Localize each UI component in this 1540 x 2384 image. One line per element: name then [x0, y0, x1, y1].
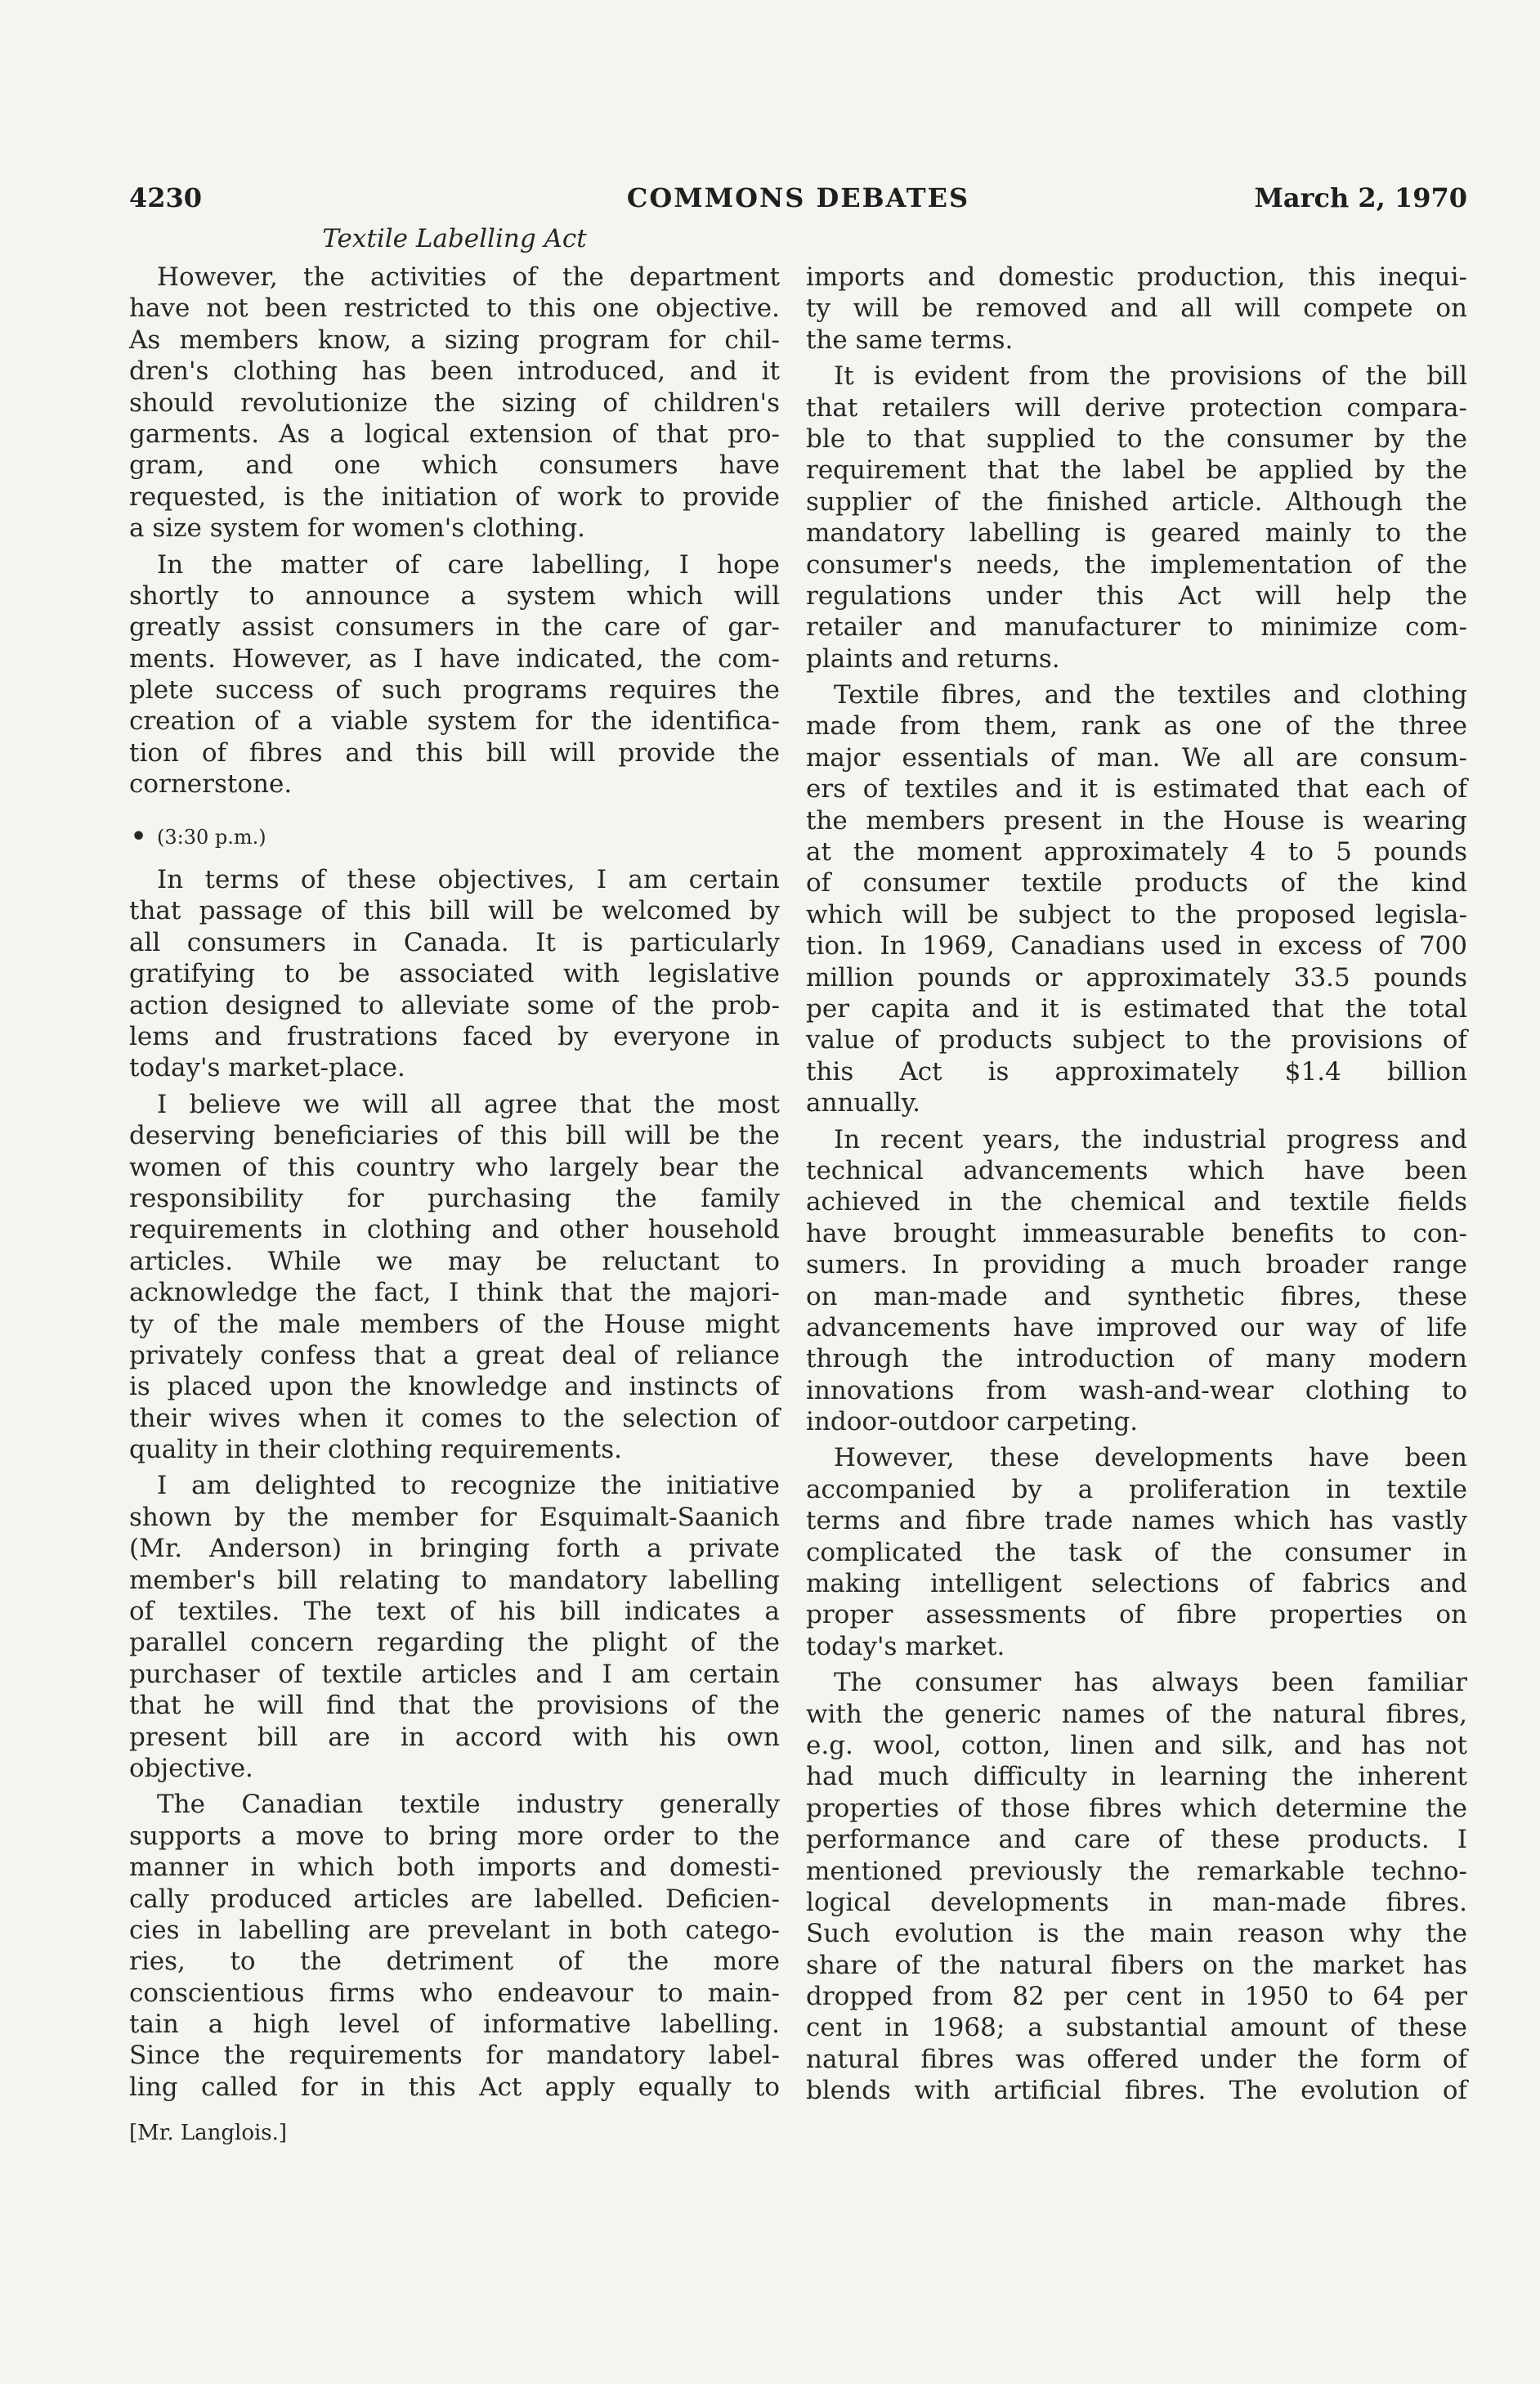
text-line: objective. — [129, 1753, 253, 1783]
text-line: value of products subject to the provisions of — [806, 1025, 1467, 1055]
text-line: privately confess that a great deal of reliance — [129, 1340, 780, 1370]
text-line: mentioned previously the remarkable techno- — [806, 1856, 1467, 1886]
session-date: March 2, 1970 — [1254, 182, 1467, 213]
text-line: million pounds or approximately 33.5 pounds — [806, 962, 1467, 993]
paragraph — [806, 1124, 1467, 1438]
text-line: this Act is approximately $1.4 billion — [806, 1056, 1467, 1087]
text-line: shown by the member for Esquimalt-Saanich — [129, 1502, 780, 1532]
text-line: with the generic names of the natural fibres, — [806, 1699, 1467, 1729]
text-line: that he will find that the provisions of the — [129, 1691, 780, 1721]
text-line: advancements have improved our way of life — [806, 1312, 1467, 1342]
text-line: of textiles. The text of his bill indicates a — [129, 1597, 780, 1627]
paragraph — [129, 549, 780, 800]
text-line: should revolutionize the sizing of children's — [129, 388, 780, 418]
text-line: per capita and it is estimated that the total — [806, 993, 1467, 1024]
text-line: through the introduction of many modern — [806, 1344, 1467, 1374]
text-line: retailer and manufacturer to minimize com- — [806, 612, 1467, 643]
text-line: cent in 1968; a substantial amount of these — [806, 2013, 1467, 2043]
text-line: performance and care of these products. I — [806, 1825, 1467, 1855]
text-line: member's bill relating to mandatory labelling — [129, 1565, 780, 1595]
text-line: cally produced articles are labelled. Deficien- — [129, 1884, 780, 1914]
text-line: dren's clothing has been introduced, and it — [129, 356, 780, 387]
text-line: on man-made and synthetic fibres, these — [806, 1281, 1467, 1311]
text-line: ries, to the detriment of the more — [129, 1947, 780, 1977]
time-marker — [129, 822, 780, 853]
text-line: proper assessments of fibre properties on — [806, 1600, 1467, 1630]
text-line: natural fibres was offered under the form of — [806, 2044, 1467, 2074]
text-line: is placed upon the knowledge and instincts of — [129, 1372, 780, 1402]
text-line: technical advancements which have been — [806, 1155, 1467, 1185]
paragraph — [806, 262, 1467, 356]
text-line: dropped from 82 per cent in 1950 to 64 per — [806, 1982, 1467, 2012]
text-line: supplier of the finished article. Although the — [806, 486, 1467, 517]
text-line: greatly assist consumers in the care of gar- — [129, 612, 780, 643]
paragraph — [129, 1789, 780, 2103]
text-line: making intelligent selections of fabrics and — [806, 1569, 1467, 1599]
paragraph — [129, 262, 780, 544]
page-number: 4230 — [129, 182, 203, 213]
text-line: quality in their clothing requirements. — [129, 1435, 622, 1465]
text-line: articles. While we may be reluctant to — [129, 1246, 780, 1276]
text-line: share of the natural fibers on the market has — [806, 1950, 1467, 1980]
text-line: responsibility for purchasing the family — [129, 1183, 780, 1213]
text-line: I believe we will all agree that the most — [157, 1089, 780, 1119]
section-subheading: Textile Labelling Act — [322, 224, 587, 253]
text-line: their wives when it comes to the selection of — [129, 1403, 780, 1433]
text-line: consumer's needs, the implementation of the — [806, 549, 1467, 580]
text-line: made from them, rank as one of the three — [806, 711, 1467, 742]
text-line: today's market-place. — [129, 1053, 405, 1083]
text-line: annually. — [806, 1088, 920, 1118]
text-line: cies in labelling are prevelant in both catego- — [129, 1915, 780, 1945]
text-line: The consumer has always been familiar — [834, 1668, 1467, 1698]
text-line: accompanied by a proliferation in textile — [806, 1474, 1467, 1504]
text-line: have not been restricted to this one objective. — [129, 294, 780, 324]
text-line: ers of textiles and it is estimated that each of — [806, 774, 1467, 804]
text-line: properties of those fibres which determine the — [806, 1793, 1467, 1823]
text-line: creation of a viable system for the identifica- — [129, 706, 780, 737]
text-line: conscientious firms who endeavour to main- — [129, 1978, 780, 2008]
text-line: lems and frustrations faced by everyone in — [129, 1021, 780, 1051]
text-line: I am delighted to recognize the initiative — [157, 1471, 780, 1501]
text-line: tain a high level of informative labelling. — [129, 2010, 780, 2040]
text-line: all consumers in Canada. It is particularly — [129, 927, 780, 957]
text-line: tion of fibres and this bill will provide the — [129, 737, 780, 768]
paragraph — [806, 1667, 1467, 2106]
text-line: requested, is the initiation of work to provide — [129, 482, 780, 512]
text-line: plaints and returns. — [806, 643, 1060, 674]
text-line: logical developments in man-made fibres. — [806, 1887, 1467, 1917]
text-line: ments. However, as I have indicated, the com- — [129, 643, 780, 674]
text-line: gram, and one which consumers have — [129, 450, 780, 481]
text-line: at the moment approximately 4 to 5 pounds — [806, 837, 1467, 867]
text-line: plete success of such programs requires the — [129, 675, 780, 706]
text-line: garments. As a logical extension of that pro- — [129, 419, 780, 449]
text-line: (Mr. Anderson) in bringing forth a private — [129, 1534, 780, 1564]
text-line: women of this country who largely bear the — [129, 1152, 780, 1182]
text-line: e.g. wool, cotton, linen and silk, and has not — [806, 1730, 1467, 1760]
text-line: sumers. In providing a much broader range — [806, 1250, 1467, 1280]
text-line: manner in which both imports and domesti- — [129, 1853, 780, 1883]
text-line: However, these developments have been — [834, 1443, 1467, 1473]
text-line: It is evident from the provisions of the bill — [834, 361, 1467, 392]
text-line: today's market. — [806, 1631, 1005, 1661]
text-line: shortly to announce a system which will — [129, 580, 780, 611]
time-marker-text: (3:30 p.m.) — [157, 825, 266, 849]
text-line: ty of the male members of the House might — [129, 1309, 780, 1339]
text-line: blends with artificial fibres. The evolution of — [806, 2076, 1467, 2106]
left-column — [129, 262, 780, 2103]
text-line: deserving beneficiaries of this bill will be the — [129, 1121, 780, 1151]
page-header — [129, 181, 1467, 214]
text-line: which will be subject to the proposed legisla- — [806, 899, 1467, 930]
text-line: In terms of these objectives, I am certain — [157, 865, 780, 895]
text-line: The Canadian textile industry generally — [157, 1790, 780, 1820]
text-line: requirement that the label be applied by the — [806, 455, 1467, 486]
text-line: As members know, a sizing program for chil- — [129, 325, 780, 355]
text-line: However, the activities of the department — [157, 262, 780, 292]
text-line: terms and fibre trade names which has vastly — [806, 1506, 1467, 1536]
text-line: Textile fibres, and the textiles and clothing — [834, 680, 1467, 710]
paragraph — [129, 1089, 780, 1466]
text-line: supports a move to bring more order to the — [129, 1821, 780, 1851]
text-line: action designed to alleviate some of the prob- — [129, 990, 780, 1020]
text-line: the same terms. — [806, 325, 1014, 355]
text-line: purchaser of textile articles and I am certain — [129, 1659, 780, 1689]
text-line: indoor-outdoor carpeting. — [806, 1407, 1139, 1437]
text-line: mandatory labelling is geared mainly to the — [806, 518, 1467, 549]
text-line: requirements in clothing and other household — [129, 1215, 780, 1245]
text-line: that retailers will derive protection compara- — [806, 392, 1467, 423]
text-line: Since the requirements for mandatory label- — [129, 2041, 780, 2071]
text-line: the members present in the House is wearing — [806, 805, 1467, 836]
text-line: In the matter of care labelling, I hope — [157, 549, 780, 580]
text-line: Such evolution is the main reason why the — [806, 1919, 1467, 1949]
publication-title: COMMONS DEBATES — [626, 182, 970, 213]
paragraph — [129, 1470, 780, 1784]
text-line: a size system for women's clothing. — [129, 513, 586, 544]
text-line: acknowledge the fact, I think that the majori- — [129, 1278, 780, 1308]
text-line: innovations from wash-and-wear clothing to — [806, 1375, 1467, 1405]
text-line: had much difficulty in learning the inherent — [806, 1762, 1467, 1792]
text-line: cornerstone. — [129, 769, 293, 800]
text-line: ty will be removed and all will compete on — [806, 294, 1467, 324]
paragraph — [806, 361, 1467, 674]
text-line: major essentials of man. We all are consum- — [806, 742, 1467, 773]
paragraph — [806, 679, 1467, 1118]
text-line: achieved in the chemical and textile fields — [806, 1187, 1467, 1217]
text-line: regulations under this Act will help the — [806, 580, 1467, 611]
text-line: gratifying to be associated with legislative — [129, 959, 780, 989]
paragraph — [806, 1442, 1467, 1662]
text-line: complicated the task of the consumer in — [806, 1537, 1467, 1567]
paragraph — [129, 864, 780, 1084]
time-marker-bullet: • — [131, 822, 147, 851]
text-line: have brought immeasurable benefits to con- — [806, 1218, 1467, 1248]
text-line: parallel concern regarding the plight of the — [129, 1628, 780, 1658]
text-line: of consumer textile products of the kind — [806, 868, 1467, 898]
text-line: present bill are in accord with his own — [129, 1722, 780, 1752]
speaker-footer: [Mr. Langlois.] — [129, 2121, 288, 2145]
text-line: that passage of this bill will be welcomed by — [129, 896, 780, 926]
text-line: In recent years, the industrial progress and — [834, 1124, 1467, 1154]
text-line: ble to that supplied to the consumer by the — [806, 423, 1467, 454]
text-line: tion. In 1969, Canadians used in excess of 700 — [806, 931, 1467, 961]
text-line: imports and domestic production, this inequi- — [806, 262, 1467, 292]
text-line: ling called for in this Act apply equally to — [129, 2072, 780, 2102]
right-column — [806, 262, 1467, 2107]
